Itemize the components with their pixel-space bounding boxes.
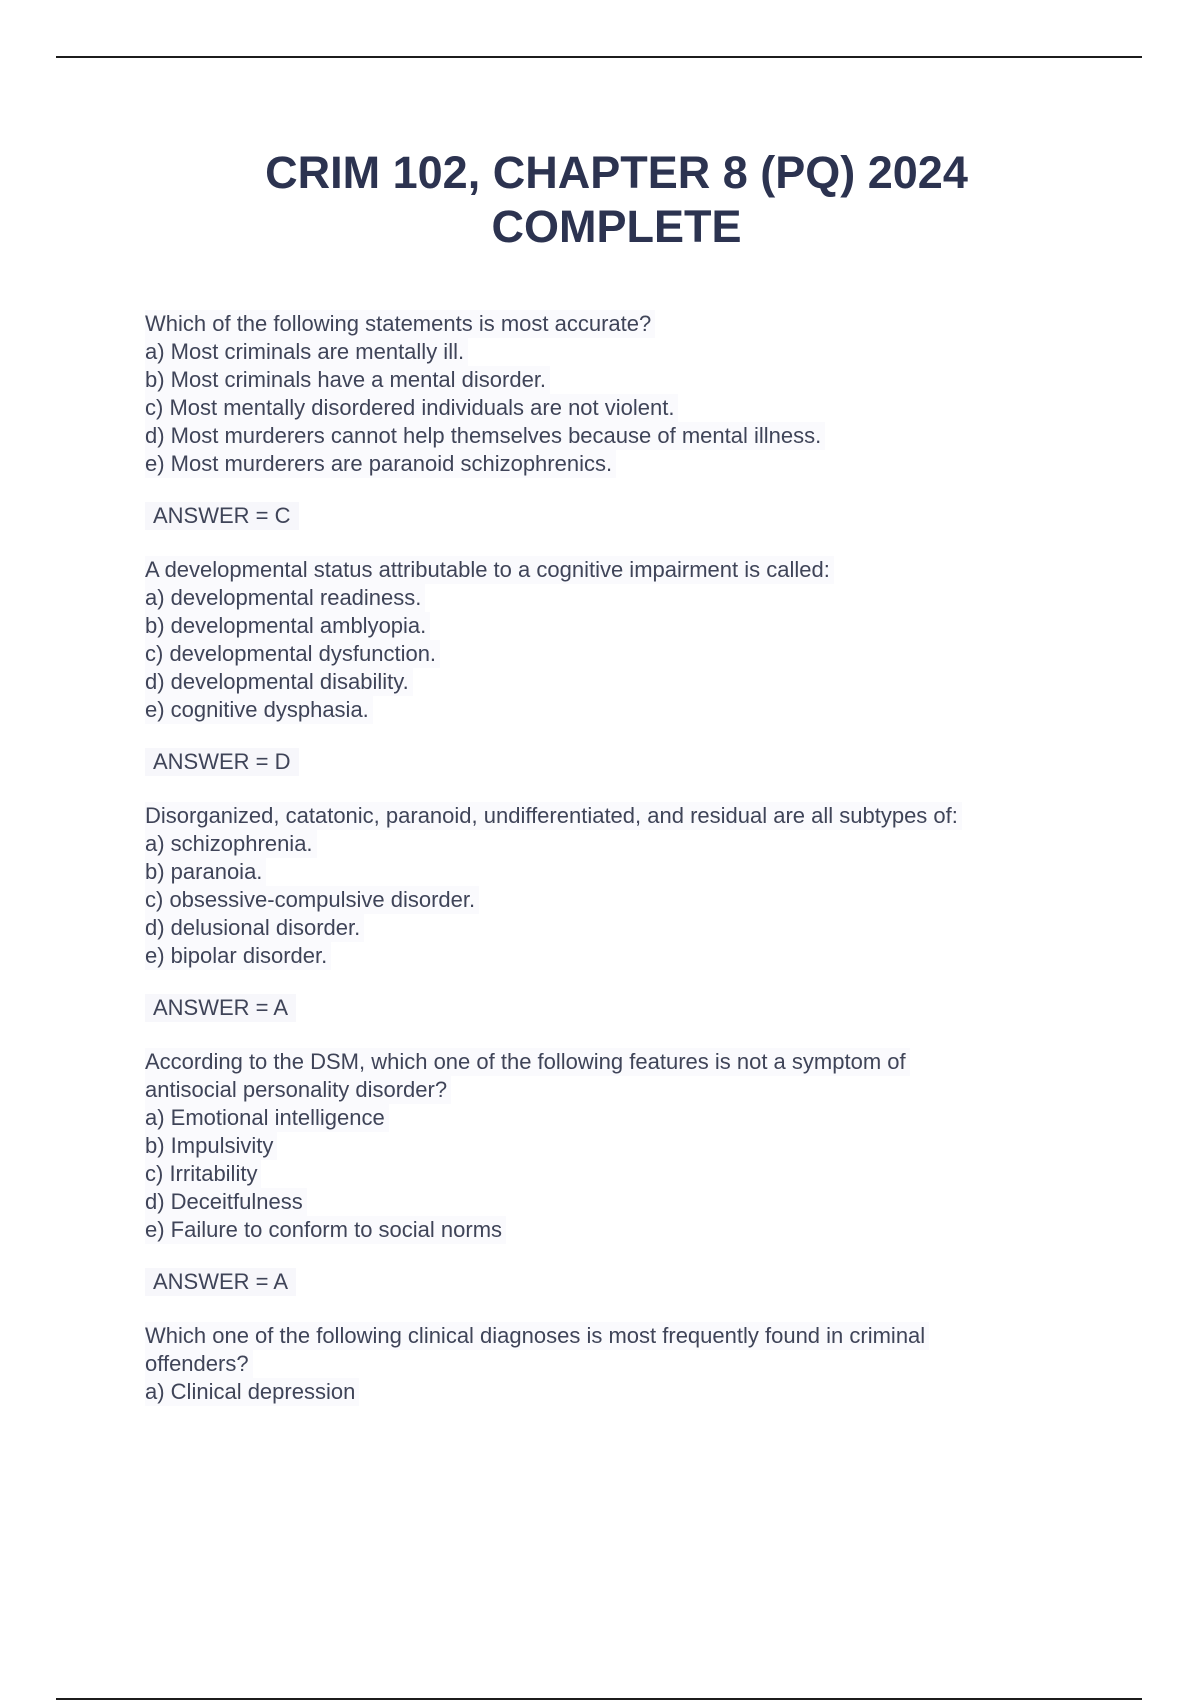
option: a) Most criminals are mentally ill. bbox=[145, 338, 468, 366]
option: b) developmental amblyopia. bbox=[145, 612, 430, 640]
answer-line: ANSWER = A bbox=[145, 994, 296, 1022]
option: c) Irritability bbox=[145, 1160, 261, 1188]
option-list bbox=[145, 584, 1075, 724]
option-list bbox=[145, 830, 1075, 970]
question-text-line-1: According to the DSM, which one of the following features is not a symptom of bbox=[145, 1048, 910, 1076]
option: b) Most criminals have a mental disorder. bbox=[145, 366, 550, 394]
document-title bbox=[0, 146, 1200, 254]
option: a) Clinical depression bbox=[145, 1378, 359, 1406]
option: c) obsessive-compulsive disorder. bbox=[145, 886, 479, 914]
question-text-line-2: offenders? bbox=[145, 1350, 253, 1378]
title-line-2: COMPLETE bbox=[491, 201, 742, 252]
option: a) developmental readiness. bbox=[145, 584, 425, 612]
option: d) Most murderers cannot help themselves because of mental illness. bbox=[145, 422, 825, 450]
option: e) Most murderers are paranoid schizophrenics. bbox=[145, 450, 616, 478]
question-text: A developmental status attributable to a cognitive impairment is called: bbox=[145, 556, 834, 584]
option: d) delusional disorder. bbox=[145, 914, 364, 942]
option: a) Emotional intelligence bbox=[145, 1104, 389, 1132]
option: c) developmental dysfunction. bbox=[145, 640, 440, 668]
question-block bbox=[145, 556, 1075, 724]
option: e) cognitive dysphasia. bbox=[145, 696, 373, 724]
question-block bbox=[145, 1048, 1075, 1244]
option: c) Most mentally disordered individuals are not violent. bbox=[145, 394, 678, 422]
question-text-line-1: Which one of the following clinical diagnoses is most frequently found in criminal bbox=[145, 1322, 929, 1350]
option-list bbox=[145, 1378, 1075, 1406]
option: d) Deceitfulness bbox=[145, 1188, 307, 1216]
question-block bbox=[145, 802, 1075, 970]
option-list bbox=[145, 1104, 1075, 1244]
question-block bbox=[145, 1322, 1075, 1406]
title-line-1: CRIM 102, CHAPTER 8 (PQ) 2024 bbox=[265, 147, 968, 198]
option: b) Impulsivity bbox=[145, 1132, 277, 1160]
question-text-line-2: antisocial personality disorder? bbox=[145, 1076, 451, 1104]
option: e) Failure to conform to social norms bbox=[145, 1216, 506, 1244]
top-rule bbox=[56, 56, 1142, 58]
option: e) bipolar disorder. bbox=[145, 942, 331, 970]
answer-line: ANSWER = A bbox=[145, 1268, 296, 1296]
answer-line: ANSWER = C bbox=[145, 502, 299, 530]
option: b) paranoia. bbox=[145, 858, 266, 886]
option: a) schizophrenia. bbox=[145, 830, 317, 858]
option-list bbox=[145, 338, 1075, 478]
question-block bbox=[145, 310, 1075, 478]
document-body bbox=[145, 310, 1075, 1430]
answer-line: ANSWER = D bbox=[145, 748, 299, 776]
option: d) developmental disability. bbox=[145, 668, 413, 696]
question-text: Which of the following statements is most accurate? bbox=[145, 310, 655, 338]
question-text: Disorganized, catatonic, paranoid, undifferentiated, and residual are all subtypes of: bbox=[145, 802, 962, 830]
